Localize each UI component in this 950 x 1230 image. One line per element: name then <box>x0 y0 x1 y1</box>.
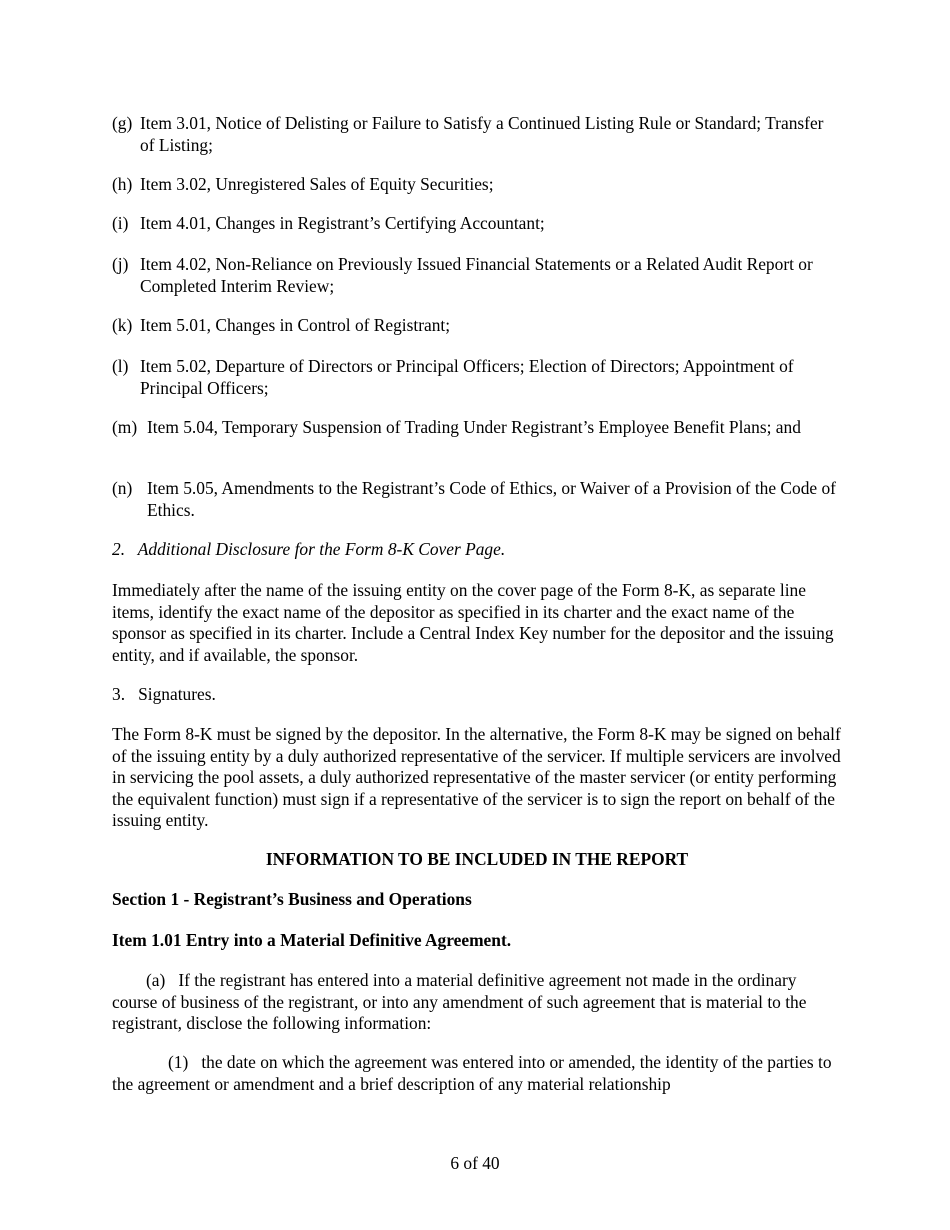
list-item <box>112 315 842 337</box>
list-item <box>112 254 842 297</box>
list-item <box>112 478 842 521</box>
list-item-text: Item 5.04, Temporary Suspension of Trading Under Registrant’s Employee Benefit Plans; and <box>147 417 801 437</box>
list-item-label: (k) <box>112 315 133 335</box>
report-heading: INFORMATION TO BE INCLUDED IN THE REPORT <box>265 849 689 869</box>
paragraph: (a) If the registrant has entered into a material definitive agreement not made in the ordinary course of business of the registrant, or into any amendment of such agreement that is material to the registrant, disclose the following information: <box>112 970 811 1034</box>
list-item <box>112 356 842 399</box>
paragraph: Immediately after the name of the issuing entity on the cover page of the Form 8-K, as separate line items, identify the exact name of the depositor as specified in its charter and the exact name of the sponsor as specified in its charter. Include a Central Index Key number for the depositor and the issuing entity, and if available, the sponsor. <box>112 580 834 665</box>
list-item-text: Item 3.02, Unregistered Sales of Equity Securities; <box>140 174 494 194</box>
list-item-text: Item 4.02, Non-Reliance on Previously Issued Financial Statements or a Related Audit Report or Completed Interim Review; <box>140 254 813 296</box>
paragraph: The Form 8-K must be signed by the depositor. In the alternative, the Form 8-K may be signed on behalf of the issuing entity by a duly authorized representative of the servicer. If multiple servicers are involved in servicing the pool assets, a duly authorized representative of the master servicer (or entity performing the equivalent function) must sign if a representative of the servicer is to sign the report on behalf of the issuing entity. <box>112 724 841 831</box>
list-item-label: (l) <box>112 356 129 376</box>
item-title: Item 1.01 Entry into a Material Definitive Agreement. <box>112 930 512 950</box>
list-item-label: (i) <box>112 213 129 233</box>
section-heading: 3. Signatures. <box>112 684 216 704</box>
page-number: 6 of 40 <box>450 1153 500 1173</box>
list-item-text: Item 3.01, Notice of Delisting or Failure to Satisfy a Continued Listing Rule or Standard; Transfer of Listing; <box>140 113 824 155</box>
list-item <box>112 213 842 235</box>
list-item-text: Item 5.01, Changes in Control of Registrant; <box>140 315 451 335</box>
list-item-text: Item 4.01, Changes in Registrant’s Certifying Accountant; <box>140 213 545 233</box>
section-heading: 2. Additional Disclosure for the Form 8-K Cover Page. <box>112 539 506 559</box>
list-item-label: (m) <box>112 417 138 437</box>
paragraph: (1) the date on which the agreement was entered into or amended, the identity of the parties to the agreement or amendment and a brief description of any material relationship <box>112 1052 836 1094</box>
list-item-label: (n) <box>112 478 133 498</box>
list-item-label: (h) <box>112 174 133 194</box>
list-item-label: (g) <box>112 113 133 133</box>
list-item <box>112 174 842 196</box>
section-title: Section 1 - Registrant’s Business and Operations <box>112 889 472 909</box>
list-item <box>112 113 842 156</box>
list-item-text: Item 5.02, Departure of Directors or Principal Officers; Election of Directors; Appointment of Principal Officers; <box>140 356 794 398</box>
list-item-label: (j) <box>112 254 129 274</box>
list-item <box>112 417 842 439</box>
list-item-text: Item 5.05, Amendments to the Registrant’s Code of Ethics, or Waiver of a Provision of the Code of Ethics. <box>147 478 836 520</box>
